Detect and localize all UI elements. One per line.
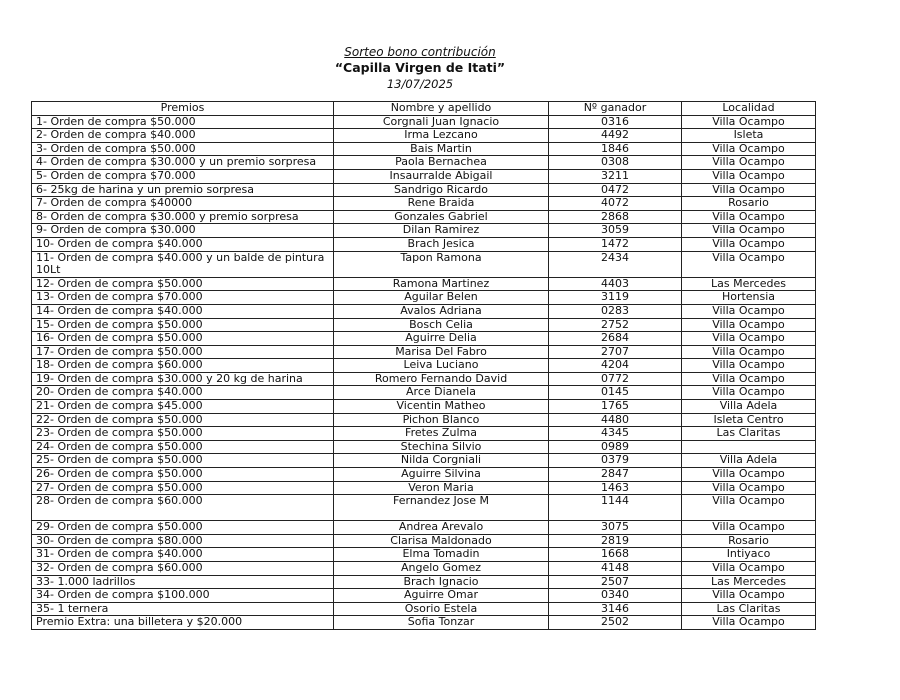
number-cell: 2752 — [549, 318, 682, 332]
table-row — [32, 318, 816, 332]
locality-cell: Villa Ocampo — [682, 169, 816, 183]
name-cell: Vicentin Matheo — [334, 400, 549, 414]
number-cell: 3211 — [549, 169, 682, 183]
locality-cell: Villa Ocampo — [682, 318, 816, 332]
prize-cell: 17- Orden de compra $50.000 — [32, 345, 334, 359]
table-row — [32, 548, 816, 562]
locality-cell: Las Claritas — [682, 602, 816, 616]
number-cell: 0340 — [549, 589, 682, 603]
table-row — [32, 359, 816, 373]
locality-cell: Villa Ocampo — [682, 304, 816, 318]
table-body — [32, 115, 816, 629]
number-cell: 4345 — [549, 427, 682, 441]
prize-cell: 8- Orden de compra $30.000 y premio sorpresa — [32, 210, 334, 224]
locality-cell: Rosario — [682, 534, 816, 548]
prize-cell: 3- Orden de compra $50.000 — [32, 142, 334, 156]
table-row — [32, 129, 816, 143]
number-cell: 2684 — [549, 332, 682, 346]
table-row — [32, 291, 816, 305]
prize-cell: 4- Orden de compra $30.000 y un premio sorpresa — [32, 156, 334, 170]
number-cell: 1668 — [549, 548, 682, 562]
number-cell: 2502 — [549, 616, 682, 630]
prize-cell: 35- 1 ternera — [32, 602, 334, 616]
prize-cell: 28- Orden de compra $60.000 — [32, 495, 334, 521]
table-row — [32, 115, 816, 129]
column-header-locality: Localidad — [682, 102, 816, 116]
table-row — [32, 602, 816, 616]
name-cell: Insaurralde Abigail — [334, 169, 549, 183]
number-cell: 2434 — [549, 251, 682, 277]
number-cell: 4403 — [549, 277, 682, 291]
table-row — [32, 400, 816, 414]
name-cell: Veron Maria — [334, 481, 549, 495]
locality-cell: Villa Ocampo — [682, 521, 816, 535]
locality-cell: Las Claritas — [682, 427, 816, 441]
locality-cell: Villa Ocampo — [682, 481, 816, 495]
locality-cell: Villa Ocampo — [682, 495, 816, 521]
prize-cell: 11- Orden de compra $40.000 y un balde de pintura 10Lt — [32, 251, 334, 277]
column-header-prizes: Premios — [32, 102, 334, 116]
prize-cell: 24- Orden de compra $50.000 — [32, 440, 334, 454]
name-cell: Aguirre Omar — [334, 589, 549, 603]
prize-cell: Premio Extra: una billetera y $20.000 — [32, 616, 334, 630]
prize-cell: 12- Orden de compra $50.000 — [32, 277, 334, 291]
locality-cell: Hortensia — [682, 291, 816, 305]
prize-cell: 15- Orden de compra $50.000 — [32, 318, 334, 332]
prize-cell: 34- Orden de compra $100.000 — [32, 589, 334, 603]
prize-cell: 18- Orden de compra $60.000 — [32, 359, 334, 373]
prize-cell: 10- Orden de compra $40.000 — [32, 237, 334, 251]
name-cell: Pichon Blanco — [334, 413, 549, 427]
number-cell: 1463 — [549, 481, 682, 495]
name-cell: Brach Jesica — [334, 237, 549, 251]
table-row — [32, 197, 816, 211]
name-cell: Aguirre Silvina — [334, 468, 549, 482]
prize-cell: 25- Orden de compra $50.000 — [32, 454, 334, 468]
name-cell: Sofia Tonzar — [334, 616, 549, 630]
table-row — [32, 575, 816, 589]
table-row — [32, 345, 816, 359]
locality-cell: Villa Ocampo — [682, 142, 816, 156]
number-cell: 2868 — [549, 210, 682, 224]
locality-cell: Villa Ocampo — [682, 183, 816, 197]
name-cell: Dilan Ramirez — [334, 224, 549, 238]
table-row — [32, 413, 816, 427]
number-cell: 0472 — [549, 183, 682, 197]
name-cell: Andrea Arevalo — [334, 521, 549, 535]
locality-cell: Las Mercedes — [682, 277, 816, 291]
name-cell: Avalos Adriana — [334, 304, 549, 318]
raffle-title: Sorteo bono contribución — [344, 45, 496, 59]
locality-cell: Villa Ocampo — [682, 359, 816, 373]
prize-cell: 20- Orden de compra $40.000 — [32, 386, 334, 400]
table-row — [32, 468, 816, 482]
prize-cell: 9- Orden de compra $30.000 — [32, 224, 334, 238]
locality-cell: Isleta — [682, 129, 816, 143]
number-cell: 1144 — [549, 495, 682, 521]
locality-cell: Villa Ocampo — [682, 386, 816, 400]
number-cell: 0308 — [549, 156, 682, 170]
table-row — [32, 224, 816, 238]
name-cell: Clarisa Maldonado — [334, 534, 549, 548]
prize-cell: 14- Orden de compra $40.000 — [32, 304, 334, 318]
number-cell: 0316 — [549, 115, 682, 129]
number-cell: 3146 — [549, 602, 682, 616]
name-cell: Paola Bernachea — [334, 156, 549, 170]
prize-cell: 16- Orden de compra $50.000 — [32, 332, 334, 346]
number-cell: 1846 — [549, 142, 682, 156]
prize-cell: 29- Orden de compra $50.000 — [32, 521, 334, 535]
locality-cell: Villa Adela — [682, 454, 816, 468]
locality-cell: Intiyaco — [682, 548, 816, 562]
number-cell: 2507 — [549, 575, 682, 589]
prize-cell: 27- Orden de compra $50.000 — [32, 481, 334, 495]
name-cell: Osorio Estela — [334, 602, 549, 616]
column-header-name: Nombre y apellido — [334, 102, 549, 116]
number-cell: 4492 — [549, 129, 682, 143]
number-cell: 0379 — [549, 454, 682, 468]
number-cell: 3059 — [549, 224, 682, 238]
name-cell: Fretes Zulma — [334, 427, 549, 441]
table-row — [32, 332, 816, 346]
name-cell: Gonzales Gabriel — [334, 210, 549, 224]
locality-cell: Villa Ocampo — [682, 589, 816, 603]
table-row — [32, 440, 816, 454]
locality-cell: Rosario — [682, 197, 816, 211]
chapel-name: “Capilla Virgen de Itati” — [334, 60, 506, 75]
table-row — [32, 237, 816, 251]
locality-cell: Villa Ocampo — [682, 156, 816, 170]
name-cell: Brach Ignacio — [334, 575, 549, 589]
locality-cell: Villa Ocampo — [682, 237, 816, 251]
locality-cell: Villa Ocampo — [682, 115, 816, 129]
number-cell: 4072 — [549, 197, 682, 211]
table-row — [32, 616, 816, 630]
locality-cell: Las Mercedes — [682, 575, 816, 589]
prize-cell: 23- Orden de compra $50.000 — [32, 427, 334, 441]
prize-cell: 32- Orden de compra $60.000 — [32, 562, 334, 576]
table-row — [32, 386, 816, 400]
number-cell: 0145 — [549, 386, 682, 400]
locality-cell: Villa Ocampo — [682, 332, 816, 346]
locality-cell: Villa Ocampo — [682, 210, 816, 224]
prize-cell: 13- Orden de compra $70.000 — [32, 291, 334, 305]
locality-cell: Villa Ocampo — [682, 345, 816, 359]
table-row — [32, 589, 816, 603]
name-cell: Rene Braida — [334, 197, 549, 211]
name-cell: Fernandez Jose M — [334, 495, 549, 521]
locality-cell: Villa Adela — [682, 400, 816, 414]
prize-cell: 1- Orden de compra $50.000 — [32, 115, 334, 129]
prize-cell: 26- Orden de compra $50.000 — [32, 468, 334, 482]
number-cell: 0772 — [549, 372, 682, 386]
table-row — [32, 156, 816, 170]
locality-cell: Villa Ocampo — [682, 468, 816, 482]
table-row — [32, 277, 816, 291]
name-cell: Ramona Martinez — [334, 277, 549, 291]
number-cell: 4204 — [549, 359, 682, 373]
number-cell: 3075 — [549, 521, 682, 535]
number-cell: 2707 — [549, 345, 682, 359]
table-row — [32, 495, 816, 521]
name-cell: Arce Dianela — [334, 386, 549, 400]
table-row — [32, 521, 816, 535]
locality-cell: Isleta Centro — [682, 413, 816, 427]
name-cell: Aguirre Delia — [334, 332, 549, 346]
name-cell: Marisa Del Fabro — [334, 345, 549, 359]
name-cell: Irma Lezcano — [334, 129, 549, 143]
table-row — [32, 534, 816, 548]
locality-cell: Villa Ocampo — [682, 224, 816, 238]
number-cell: 4148 — [549, 562, 682, 576]
prize-cell: 6- 25kg de harina y un premio sorpresa — [32, 183, 334, 197]
name-cell: Angelo Gomez — [334, 562, 549, 576]
number-cell: 0989 — [549, 440, 682, 454]
table-row — [32, 304, 816, 318]
table-row — [32, 427, 816, 441]
table-row — [32, 481, 816, 495]
prize-cell: 31- Orden de compra $40.000 — [32, 548, 334, 562]
name-cell: Sandrigo Ricardo — [334, 183, 549, 197]
prize-cell: 2- Orden de compra $40.000 — [32, 129, 334, 143]
document-header — [250, 44, 590, 92]
locality-cell — [682, 440, 816, 454]
number-cell: 2819 — [549, 534, 682, 548]
table-row — [32, 372, 816, 386]
raffle-date: 13/07/2025 — [386, 77, 454, 91]
table-row — [32, 183, 816, 197]
prize-cell: 5- Orden de compra $70.000 — [32, 169, 334, 183]
table-row — [32, 142, 816, 156]
number-cell: 4480 — [549, 413, 682, 427]
table-header-row — [32, 102, 816, 116]
table-row — [32, 454, 816, 468]
name-cell: Aguilar Belen — [334, 291, 549, 305]
table-row — [32, 169, 816, 183]
name-cell: Nilda Corgniali — [334, 454, 549, 468]
number-cell: 3119 — [549, 291, 682, 305]
table-row — [32, 251, 816, 277]
prize-cell: 21- Orden de compra $45.000 — [32, 400, 334, 414]
locality-cell: Villa Ocampo — [682, 372, 816, 386]
name-cell: Stechina Silvio — [334, 440, 549, 454]
name-cell: Corgnali Juan Ignacio — [334, 115, 549, 129]
locality-cell: Villa Ocampo — [682, 251, 816, 277]
name-cell: Elma Tomadin — [334, 548, 549, 562]
name-cell: Romero Fernando David — [334, 372, 549, 386]
name-cell: Bosch Celia — [334, 318, 549, 332]
locality-cell: Villa Ocampo — [682, 562, 816, 576]
number-cell: 2847 — [549, 468, 682, 482]
name-cell: Tapon Ramona — [334, 251, 549, 277]
locality-cell: Villa Ocampo — [682, 616, 816, 630]
table-row — [32, 210, 816, 224]
table-row — [32, 562, 816, 576]
winners-table — [31, 101, 816, 630]
prize-cell: 19- Orden de compra $30.000 y 20 kg de harina — [32, 372, 334, 386]
column-header-winner-number: Nº ganador — [549, 102, 682, 116]
prize-cell: 7- Orden de compra $40000 — [32, 197, 334, 211]
number-cell: 0283 — [549, 304, 682, 318]
prize-cell: 30- Orden de compra $80.000 — [32, 534, 334, 548]
number-cell: 1765 — [549, 400, 682, 414]
prize-cell: 22- Orden de compra $50.000 — [32, 413, 334, 427]
name-cell: Leiva Luciano — [334, 359, 549, 373]
number-cell: 1472 — [549, 237, 682, 251]
prize-cell: 33- 1.000 ladrillos — [32, 575, 334, 589]
name-cell: Bais Martin — [334, 142, 549, 156]
